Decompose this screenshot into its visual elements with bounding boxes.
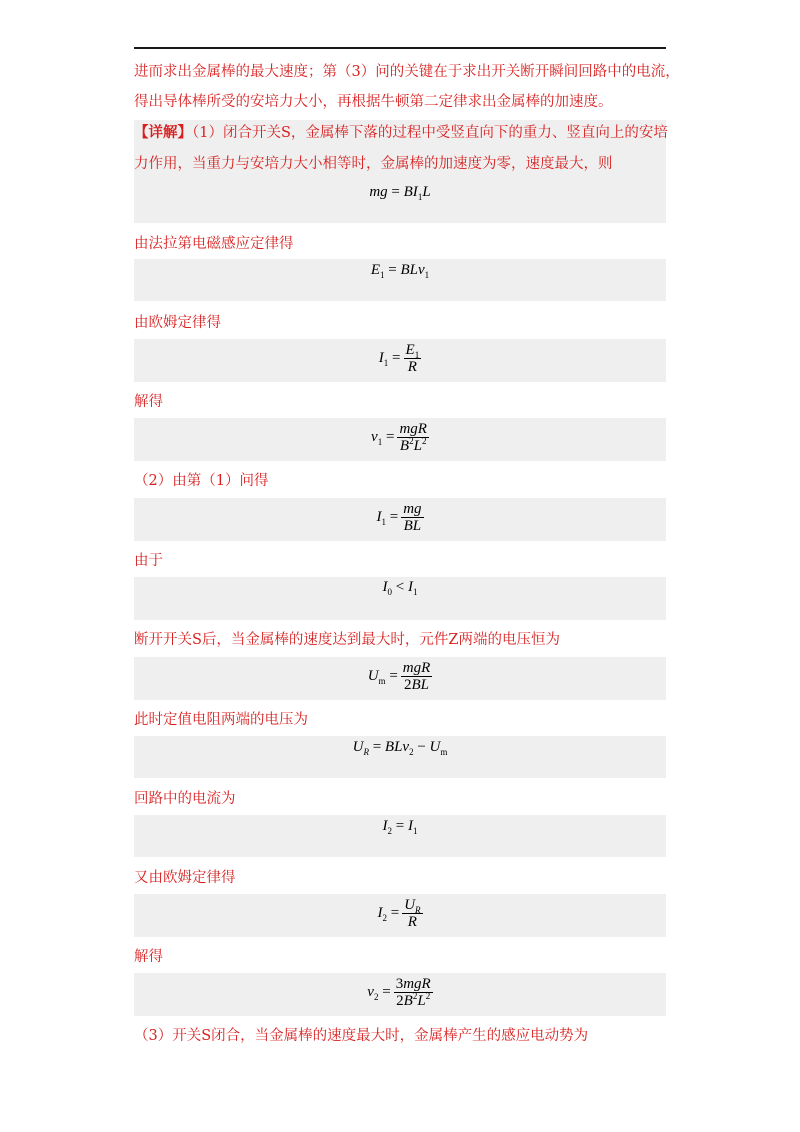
equation-9: $I_2 = I_1$ — [382, 818, 418, 836]
text-line-11: 此时定值电阻两端的电压为 — [134, 712, 308, 728]
text-line-3 — [134, 123, 668, 143]
equation-box-3 — [134, 339, 666, 382]
equation-3: $I_1$ = $\frac{E_1}{R}$ — [378, 342, 420, 375]
text-line-1: 进而求出金属棒的最大速度；第（3）问的关键在于求出开关断开瞬间回路中的电流， — [134, 64, 680, 80]
text-line-14: 解得 — [134, 949, 163, 965]
text-line-2: 得出导体棒所受的安培力大小，再根据牛顿第二定律求出金属棒的加速度。 — [134, 94, 613, 110]
equation-4: $v_1$ = $\frac{\text{mgR}}{B^2L^2}$ — [371, 421, 427, 454]
equation-box-5 — [134, 498, 666, 541]
text-line-9: 由于 — [134, 553, 163, 569]
text-line-8: （2）由第（1）问得 — [134, 473, 269, 489]
text-line-15: （3）开关S闭合，当金属棒的速度最大时，金属棒产生的感应电动势为 — [134, 1028, 589, 1044]
equation-box-11 — [134, 973, 666, 1016]
equation-box-10 — [134, 894, 666, 937]
text-line-13: 又由欧姆定律得 — [134, 870, 236, 886]
equation-10: $I_2$ = $\frac{U_R}{R}$ — [377, 897, 421, 930]
text-line-5: 由法拉第电磁感应定律得 — [134, 236, 294, 252]
solution-block-1 — [134, 120, 666, 223]
equation-5: $I_1$ = $\frac{mg}{BL}$ — [376, 501, 422, 534]
text-line-4: 力作用，当重力与安培力大小相等时，金属棒的加速度为零，速度最大，则 — [134, 156, 613, 172]
text-line-7: 解得 — [134, 394, 163, 410]
text-line-6: 由欧姆定律得 — [134, 315, 221, 331]
equation-11: $v_2$ = $\frac{\text{3mgR}}{2B^2L^2}$ — [367, 976, 431, 1009]
equation-8: $U_R = BLv_2 - U_m$ — [352, 739, 448, 757]
equation-7: $U_m$ = $\frac{\text{mgR}}{2BL}$ — [367, 660, 431, 693]
equation-box-6 — [134, 577, 666, 620]
equation-box-8 — [134, 736, 666, 778]
equation-box-7 — [134, 657, 666, 700]
equation-box-2 — [134, 259, 666, 301]
equation-2: $E_1 = BLv_1$ — [370, 262, 430, 280]
detail-label: 【详解】 — [134, 124, 192, 141]
header-rule — [134, 47, 666, 49]
text-line-12: 回路中的电流为 — [134, 791, 236, 807]
text-line-10: 断开开关S后，当金属棒的速度达到最大时，元件Z两端的电压恒为 — [134, 632, 561, 648]
equation-1: mg = $BI_1L$ — [369, 184, 431, 202]
equation-box-4 — [134, 418, 666, 461]
detail-text: （1）闭合开关S，金属棒下落的过程中受竖直向下的重力、竖直向上的安培 — [192, 125, 668, 141]
equation-6: $I_0 < I_1$ — [382, 579, 418, 597]
equation-box-9 — [134, 815, 666, 857]
